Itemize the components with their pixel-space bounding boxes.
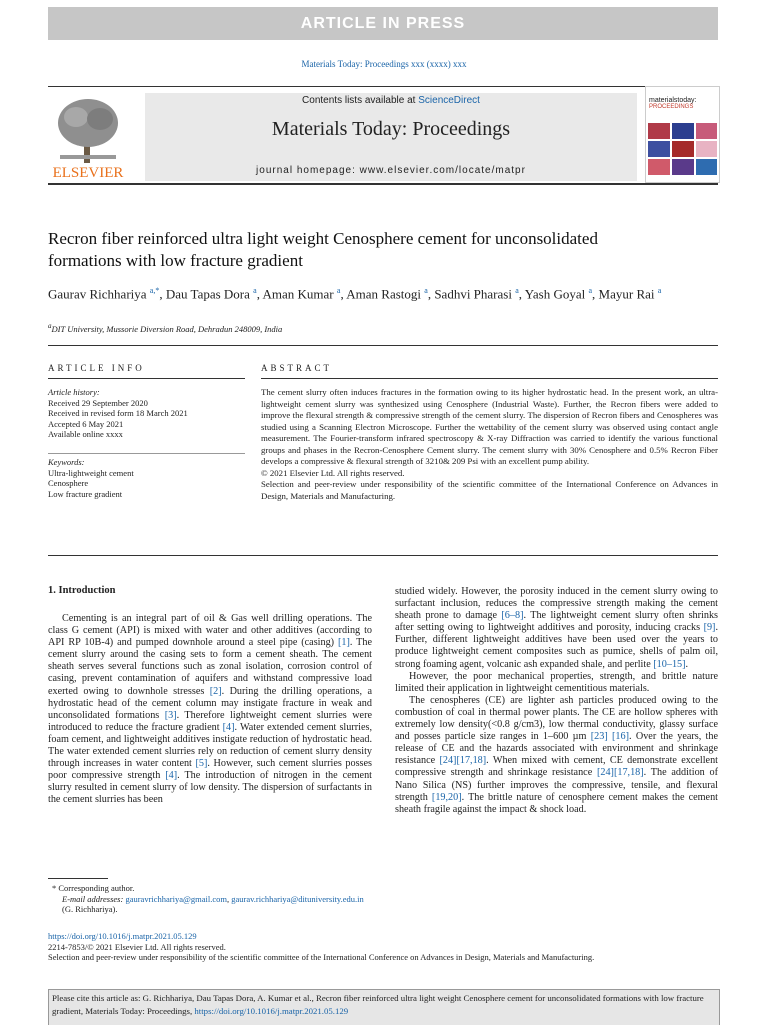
author-affiliation-mark[interactable]: a bbox=[424, 286, 428, 295]
article-info-heading: ARTICLE INFO bbox=[48, 363, 145, 373]
paragraph-text: . Water extended cement slurries, foam cement, and lightweight additives instigate reduction of hydrostatic head. The water extended cement slurries rely on reduction of cement slurry density through increases in water content bbox=[48, 721, 372, 770]
contents-line bbox=[145, 95, 637, 106]
corresponding-author-note: * Corresponding author. bbox=[52, 883, 135, 893]
paragraph-text: . The addition of Nano Silica (NS) further improves the compressive, tensile, and flexural strength bbox=[395, 767, 718, 803]
article-in-press-banner: ARTICLE IN PRESS bbox=[48, 7, 718, 40]
intro-right-paragraph-3 bbox=[395, 695, 718, 816]
affiliation-text: DIT University, Mussorie Diversion Road, Dehradun 248009, India bbox=[51, 323, 283, 334]
intro-right-paragraph-2: However, the poor mechanical properties, strength, and brittle nature limited their application in lightweight cementitious materials. bbox=[395, 670, 718, 694]
citation-link[interactable]: [3] bbox=[164, 709, 177, 721]
email-suffix: (G. Richhariya). bbox=[62, 904, 118, 914]
info-top-rule bbox=[48, 345, 718, 346]
author-affiliation-mark[interactable]: a bbox=[253, 286, 257, 295]
citation-link[interactable]: [24] bbox=[596, 767, 614, 779]
citation-link[interactable]: [17,18] bbox=[456, 755, 487, 767]
footnotes bbox=[52, 883, 372, 915]
author-name[interactable]: Dau Tapas Dora bbox=[165, 286, 254, 302]
author-name[interactable]: Yash Goyal bbox=[524, 286, 589, 302]
email-link-2[interactable]: gaurav.richhariya@dituniversity.edu.in bbox=[231, 893, 364, 904]
citation-body: Please cite this article as: G. Richhariya, Dau Tapas Dora, A. Kumar et al., Recron fiber reinforced ultra light weight Cenosphere cement for unconsolidated formations with low fracture gradient, Materials Today: Proceedings, bbox=[52, 993, 704, 1016]
citation-link[interactable]: [17,18] bbox=[613, 767, 644, 779]
paragraph-text: . When mixed with cement, CE demonstrate excellent compressive strength and shrinkage resistance bbox=[395, 755, 719, 779]
email-link-1[interactable]: gauravrichhariya@gmail.com bbox=[125, 893, 227, 904]
author-list: Gaurav Richhariya $^{a,*}$, Dau Tapas Dora $^a$, Aman Kumar $^a$, Aman Rastogi $^a$, Sadhvi Pharasi $^a$, Yash Goyal $^a$, Mayur Rai $^a$ bbox=[48, 286, 662, 302]
history-received: Received 29 September 2020 bbox=[48, 397, 148, 408]
issn-line: 2214-7853/© 2021 Elsevier Ltd. All rights reserved. bbox=[48, 941, 226, 952]
author-name[interactable]: Mayur Rai bbox=[598, 286, 658, 302]
citation-link[interactable]: [5] bbox=[195, 758, 208, 770]
author-affiliation-mark[interactable]: a bbox=[657, 286, 662, 295]
intro-right-column bbox=[395, 586, 718, 816]
citation-text bbox=[52, 992, 716, 1018]
history-label: Article history: bbox=[48, 387, 100, 397]
keywords-label: Keywords: bbox=[48, 457, 85, 467]
doi-block bbox=[48, 931, 718, 963]
paragraph-text: studied widely. However, the porosity induced in the cement slurry owing to surfactant inclusion, reduces the compressive strength making the cement sheath prone to damage bbox=[395, 586, 718, 622]
abstract-heading: ABSTRACT bbox=[261, 363, 333, 373]
paragraph-text: . The introduction of nitrogen in the cement slurry resulted in cement slurry of low density. The dispersion of surfactants in the cement slurries has been bbox=[48, 770, 372, 806]
citation-link[interactable]: [24] bbox=[439, 755, 457, 767]
abstract-selection: Selection and peer-review under responsibility of the scientific committee of the International Conference on Advances in Design, Materials and Manufacturing. bbox=[261, 479, 718, 501]
paragraph-text: Cementing is an integral part of oil & Gas well drilling operations. The class G cement (API) is mixed with water and other additives (according to API RP 10B-4) and pumped downhole around a steel pipe (casing) bbox=[48, 613, 372, 649]
history-accepted: Accepted 6 May 2021 bbox=[48, 418, 124, 429]
abstract-text: The cement slurry often induces fractures in the formation owing to its higher hydrostatic head. In the present work, an ultra-lightweight cement slurry was synthesized using Cenosphere (Industrial Waste). Further, the Recron fibers were added to improve the flexural strength & compressive strength of the cement slurry. The dispersion of Recron fibers and Cenospheres was studied using a Scanning Electron Microscope. Further the wettability of the cement slurry was observed using contact angle measurement. The Fourier-transform infrared spectroscopy & X-ray Diffraction was carried to identify the various functional groups and phases in the Recron-Cenosphere Cement slurry. The cement slurry with 30% Cenosphere and 0.5% Recron Fiber develops a compressive & flexural strength of 3210& 209 Psi with an excellent pump ability. bbox=[261, 387, 718, 466]
author-name[interactable]: Aman Kumar bbox=[262, 286, 337, 302]
author-affiliation-mark[interactable]: a bbox=[588, 286, 593, 295]
affiliation bbox=[48, 322, 282, 334]
journal-homepage-link[interactable]: journal homepage: www.elsevier.com/locate/matpr bbox=[256, 165, 526, 176]
intro-left-paragraph bbox=[48, 613, 372, 807]
citation-link[interactable]: [1] bbox=[337, 637, 350, 649]
citation-link[interactable]: [10–15] bbox=[653, 658, 686, 670]
cover-subtitle: PROCEEDINGS bbox=[649, 104, 694, 110]
paper-title: Recron fiber reinforced ultra light weight Cenosphere cement for unconsolidated formations with low fracture gradient bbox=[48, 229, 598, 270]
article-info-rule bbox=[48, 378, 245, 379]
paragraph-text: . During the drilling operations, a hydrostatic head of the cement column may instigate fracture in weak and unconsolidated formations bbox=[48, 685, 373, 721]
journal-title: Materials Today: Proceedings bbox=[271, 118, 511, 140]
citation-link[interactable]: [16] bbox=[612, 731, 630, 743]
paragraph-text: . The brittle nature of cenosphere cement makes the cement sheath fragile against the impact & shock load. bbox=[395, 791, 719, 815]
header-top-rule bbox=[48, 86, 718, 87]
paragraph-text: . Therefore lightweight cement slurries were introduced to reduce the fracture gradient bbox=[48, 709, 372, 733]
email-label: E-mail addresses: bbox=[62, 893, 124, 904]
header-bottom-rule bbox=[48, 183, 718, 185]
journal-reference-link[interactable]: Materials Today: Proceedings xxx (xxxx) xxx bbox=[301, 59, 467, 69]
abstract-bottom-rule bbox=[48, 555, 718, 556]
citation-link[interactable]: [9] bbox=[703, 622, 716, 634]
email-addresses: E-mail addresses: gauravrichhariya@gmail.com, gaurav.richhariya@dituniversity.edu.in (G. Richhariya). bbox=[62, 893, 364, 914]
paragraph-text: . Over the years, the release of CE and the hazards associated with environment and shrinkage resistance bbox=[395, 731, 718, 767]
paragraph-text: . Further, different lightweight additives have been used over the years to produce lightweight cement composites such as pumice, shells of palm oil, strong foaming agent, volcanic ash expanded shale, and perlite bbox=[395, 622, 718, 670]
affiliation-mark: a bbox=[48, 322, 52, 330]
keyword-item: Cenosphere bbox=[48, 478, 89, 488]
sciencedirect-link[interactable]: ScienceDirect bbox=[418, 95, 480, 106]
doi-link[interactable]: https://doi.org/10.1016/j.matpr.2021.05.129 bbox=[48, 931, 197, 941]
paragraph-text: The cenospheres (CE) are lighter ash particles produced owing to the combustion of coal in thermal power plants. The CE are hollow spheres with extremely low density(<0.8 g/cm3), low thermal conductivity, glassy surface and posses particle size ranges in 1–600 µm bbox=[395, 694, 718, 743]
citation-link[interactable]: [23] bbox=[590, 731, 608, 743]
author-name[interactable]: Sadhvi Pharasi bbox=[434, 286, 516, 302]
footer-selection-note: Selection and peer-review under responsibility of the scientific committee of the International Conference on Advances in Design, Materials and Manufacturing. bbox=[48, 952, 595, 962]
paragraph-text: . The cement slurry around the casing sets to form a cement sheath. The cement sheath serves several functions such as zonal isolation, corrosion control of casing, prevent contamination of aquifers and withstand compressive load exerted owing to downhole stresses bbox=[48, 637, 372, 697]
author-affiliation-mark[interactable]: a bbox=[515, 286, 519, 295]
abstract-copyright: © 2021 Elsevier Ltd. All rights reserved. bbox=[261, 467, 405, 478]
keywords-rule bbox=[48, 453, 245, 454]
intro-right-paragraph-1 bbox=[395, 586, 718, 671]
keyword-item: Low fracture gradient bbox=[48, 488, 123, 499]
publisher-name: ELSEVIER bbox=[52, 165, 124, 181]
article-history bbox=[48, 387, 248, 440]
abstract-rule bbox=[261, 378, 718, 379]
citation-link[interactable]: [19,20] bbox=[431, 791, 462, 803]
citation-link[interactable]: [2] bbox=[209, 685, 222, 697]
citation-doi-link[interactable]: https://doi.org/10.1016/j.matpr.2021.05.129 bbox=[194, 1006, 349, 1016]
author-affiliation-mark[interactable]: a bbox=[336, 286, 341, 295]
keywords bbox=[48, 457, 248, 499]
journal-cover-thumbnail bbox=[645, 86, 720, 183]
section-heading-introduction: 1. Introduction bbox=[48, 585, 116, 596]
abstract-body bbox=[261, 387, 718, 502]
citation-link[interactable]: [4] bbox=[165, 770, 178, 782]
paragraph-text: . bbox=[685, 658, 689, 670]
author-affiliation-mark[interactable]: a,* bbox=[149, 286, 160, 295]
cover-title: materialstoday: bbox=[649, 97, 697, 104]
footnote-rule bbox=[48, 878, 108, 879]
author-name[interactable]: Aman Rastogi bbox=[346, 286, 425, 302]
author-name[interactable]: Gaurav Richhariya bbox=[48, 286, 150, 302]
citation-link[interactable]: [4] bbox=[222, 721, 235, 733]
keyword-item: Ultra-lightweight cement bbox=[48, 467, 134, 478]
history-online: Available online xxxx bbox=[48, 429, 123, 439]
citation-link[interactable]: [6–8] bbox=[501, 610, 524, 622]
contents-prefix: Contents lists available at bbox=[302, 95, 416, 106]
paragraph-text: . The lightweight cement slurry often shrinks after setting owing to lightweight additives and porosity, inducing cracks bbox=[395, 610, 719, 634]
paragraph-text: . However, such cement slurries posses poor compressive strength bbox=[48, 758, 372, 782]
history-revised: Received in revised form 18 March 2021 bbox=[48, 408, 188, 418]
